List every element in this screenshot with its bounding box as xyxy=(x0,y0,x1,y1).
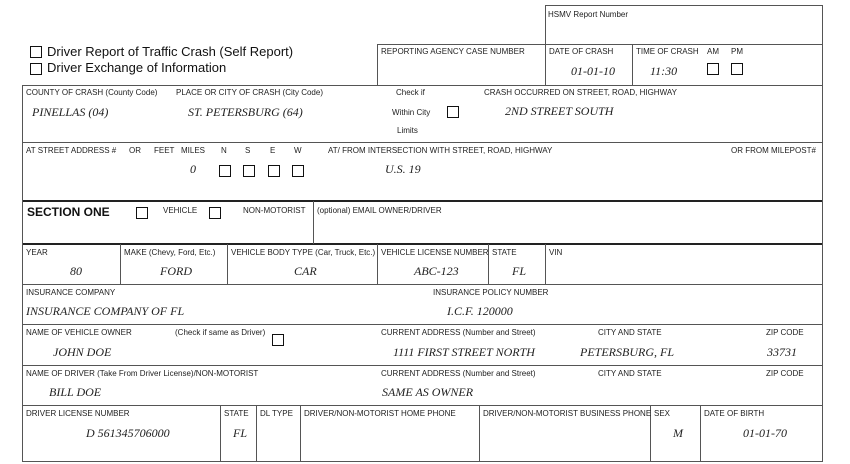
email-divider xyxy=(313,201,314,244)
license-value[interactable]: D 561345706000 xyxy=(86,426,170,440)
nonmotorist-label: NON-MOTORIST xyxy=(243,206,306,215)
line-405 xyxy=(22,405,823,406)
east-checkbox[interactable] xyxy=(268,165,280,177)
owner-city-value[interactable]: PETERSBURG, FL xyxy=(580,345,674,359)
plate-divider xyxy=(377,244,378,285)
line-284 xyxy=(22,284,823,285)
driver-address-label: CURRENT ADDRESS (Number and Street) xyxy=(381,369,536,378)
limits-label: Limits xyxy=(397,126,418,135)
owner-zip-value[interactable]: 33731 xyxy=(767,345,797,359)
title-self-report: Driver Report of Traffic Crash (Self Report) xyxy=(47,44,294,59)
street-value[interactable]: 2ND STREET SOUTH xyxy=(505,104,614,118)
intersection-value[interactable]: U.S. 19 xyxy=(385,162,421,176)
case-number-label: REPORTING AGENCY CASE NUMBER xyxy=(381,47,525,56)
vehicle-checkbox[interactable] xyxy=(136,207,148,219)
home-phone-divider xyxy=(300,405,301,462)
vin-label: VIN xyxy=(549,248,563,257)
dob-label: DATE OF BIRTH xyxy=(704,409,765,418)
time-value[interactable]: 11:30 xyxy=(650,64,678,78)
sex-value[interactable]: M xyxy=(673,426,683,440)
policy-value[interactable]: I.C.F. 120000 xyxy=(447,304,513,318)
year-value[interactable]: 80 xyxy=(70,264,82,278)
intersection-label: AT/ FROM INTERSECTION WITH STREET, ROAD, HIGHWAY xyxy=(328,146,553,155)
driver-address-value[interactable]: SAME AS OWNER xyxy=(382,385,474,399)
city-value[interactable]: ST. PETERSBURG (64) xyxy=(188,105,303,119)
city-label: PLACE OR CITY OF CRASH (City Code) xyxy=(176,88,323,97)
w-label: W xyxy=(294,146,302,155)
make-divider xyxy=(120,244,121,285)
street-label: CRASH OCCURRED ON STREET, ROAD, HIGHWAY xyxy=(484,88,677,97)
hsmv-label: HSMV Report Number xyxy=(548,10,629,19)
email-label: (optional) EMAIL OWNER/DRIVER xyxy=(317,206,442,215)
case-left-line xyxy=(377,44,378,85)
plate-value[interactable]: ABC-123 xyxy=(414,264,459,278)
date-value[interactable]: 01-01-10 xyxy=(571,64,615,78)
year-label: YEAR xyxy=(26,248,48,257)
am-label: AM xyxy=(707,47,719,56)
same-as-driver-label: (Check if same as Driver) xyxy=(175,328,266,337)
milepost-label: OR FROM MILEPOST# xyxy=(731,146,816,155)
dob-value[interactable]: 01-01-70 xyxy=(743,426,787,440)
owner-name-label: NAME OF VEHICLE OWNER xyxy=(26,328,132,337)
dl-type-divider xyxy=(256,405,257,462)
driver-city-label: CITY AND STATE xyxy=(598,369,662,378)
county-value[interactable]: PINELLAS (04) xyxy=(32,105,109,119)
s-label: S xyxy=(245,146,251,155)
form-right-border xyxy=(822,85,823,462)
nonmotorist-checkbox[interactable] xyxy=(209,207,221,219)
body-value[interactable]: CAR xyxy=(294,264,317,278)
am-checkbox[interactable] xyxy=(707,63,719,75)
sex-label: SEX xyxy=(654,409,671,418)
same-as-driver-checkbox[interactable] xyxy=(272,334,284,346)
hsmv-right-line xyxy=(822,5,823,85)
state-label: STATE xyxy=(492,248,517,257)
line-243 xyxy=(22,243,823,245)
business-phone-divider xyxy=(479,405,480,462)
line-324 xyxy=(22,324,823,325)
dl-state-value[interactable]: FL xyxy=(233,426,248,440)
vehicle-label: VEHICLE xyxy=(163,206,198,215)
dl-state-label: STATE xyxy=(224,409,249,418)
driver-name-label: NAME OF DRIVER (Take From Driver License)/NON-MOTORIST xyxy=(26,369,259,378)
within-city-checkbox[interactable] xyxy=(447,106,459,118)
miles-value[interactable]: 0 xyxy=(190,162,196,176)
line-142 xyxy=(22,142,823,143)
insurance-company-label: INSURANCE COMPANY xyxy=(26,288,116,297)
state-value[interactable]: FL xyxy=(512,264,527,278)
time-label: TIME OF CRASH xyxy=(636,47,699,56)
home-phone-label: DRIVER/NON-MOTORIST HOME PHONE xyxy=(304,409,456,418)
date-time-divider xyxy=(632,44,633,85)
dl-type-label: DL TYPE xyxy=(260,409,293,418)
form-left-border xyxy=(22,85,23,462)
owner-name-value[interactable]: JOHN DOE xyxy=(53,345,112,359)
exchange-info-checkbox[interactable] xyxy=(30,63,42,75)
section-one-title: SECTION ONE xyxy=(27,205,110,219)
date-label: DATE OF CRASH xyxy=(549,47,614,56)
vin-divider xyxy=(545,244,546,285)
owner-address-value[interactable]: 1111 FIRST STREET NORTH xyxy=(393,345,535,359)
north-checkbox[interactable] xyxy=(219,165,231,177)
address-label: AT STREET ADDRESS # xyxy=(26,146,117,155)
owner-zip-label: ZIP CODE xyxy=(766,328,804,337)
owner-address-label: CURRENT ADDRESS (Number and Street) xyxy=(381,328,536,337)
n-label: N xyxy=(221,146,227,155)
line-200 xyxy=(22,200,823,202)
or-label: OR xyxy=(129,146,141,155)
driver-name-value[interactable]: BILL DOE xyxy=(49,385,102,399)
south-checkbox[interactable] xyxy=(243,165,255,177)
miles-label: MILES xyxy=(181,146,206,155)
insurance-company-value[interactable]: INSURANCE COMPANY OF FL xyxy=(26,304,185,318)
check-if-label: Check if xyxy=(396,88,425,97)
title-exchange-info: Driver Exchange of Information xyxy=(47,60,227,75)
dob-divider xyxy=(700,405,701,462)
body-divider xyxy=(227,244,228,285)
license-label: DRIVER LICENSE NUMBER xyxy=(26,409,130,418)
line-461 xyxy=(22,461,823,462)
within-city-label: Within City xyxy=(392,108,431,117)
policy-label: INSURANCE POLICY NUMBER xyxy=(433,288,549,297)
business-phone-label: DRIVER/NON-MOTORIST BUSINESS PHONE xyxy=(483,409,652,418)
pm-checkbox[interactable] xyxy=(731,63,743,75)
make-value[interactable]: FORD xyxy=(160,264,192,278)
west-checkbox[interactable] xyxy=(292,165,304,177)
line-85 xyxy=(22,85,823,86)
case-top-line xyxy=(377,44,823,45)
make-label: MAKE (Chevy, Ford, Etc.) xyxy=(124,248,216,257)
dl-state-divider xyxy=(220,405,221,462)
county-label: COUNTY OF CRASH (County Code) xyxy=(26,88,158,97)
hsmv-left-line xyxy=(545,5,546,85)
self-report-checkbox[interactable] xyxy=(30,46,42,58)
hsmv-top-line xyxy=(545,5,823,6)
plate-label: VEHICLE LICENSE NUMBER xyxy=(381,248,489,257)
body-label: VEHICLE BODY TYPE (Car, Truck, Etc.) xyxy=(231,248,376,257)
driver-zip-label: ZIP CODE xyxy=(766,369,804,378)
e-label: E xyxy=(270,146,276,155)
line-365 xyxy=(22,365,823,366)
feet-label: FEET xyxy=(154,146,175,155)
owner-city-label: CITY AND STATE xyxy=(598,328,662,337)
pm-label: PM xyxy=(731,47,743,56)
